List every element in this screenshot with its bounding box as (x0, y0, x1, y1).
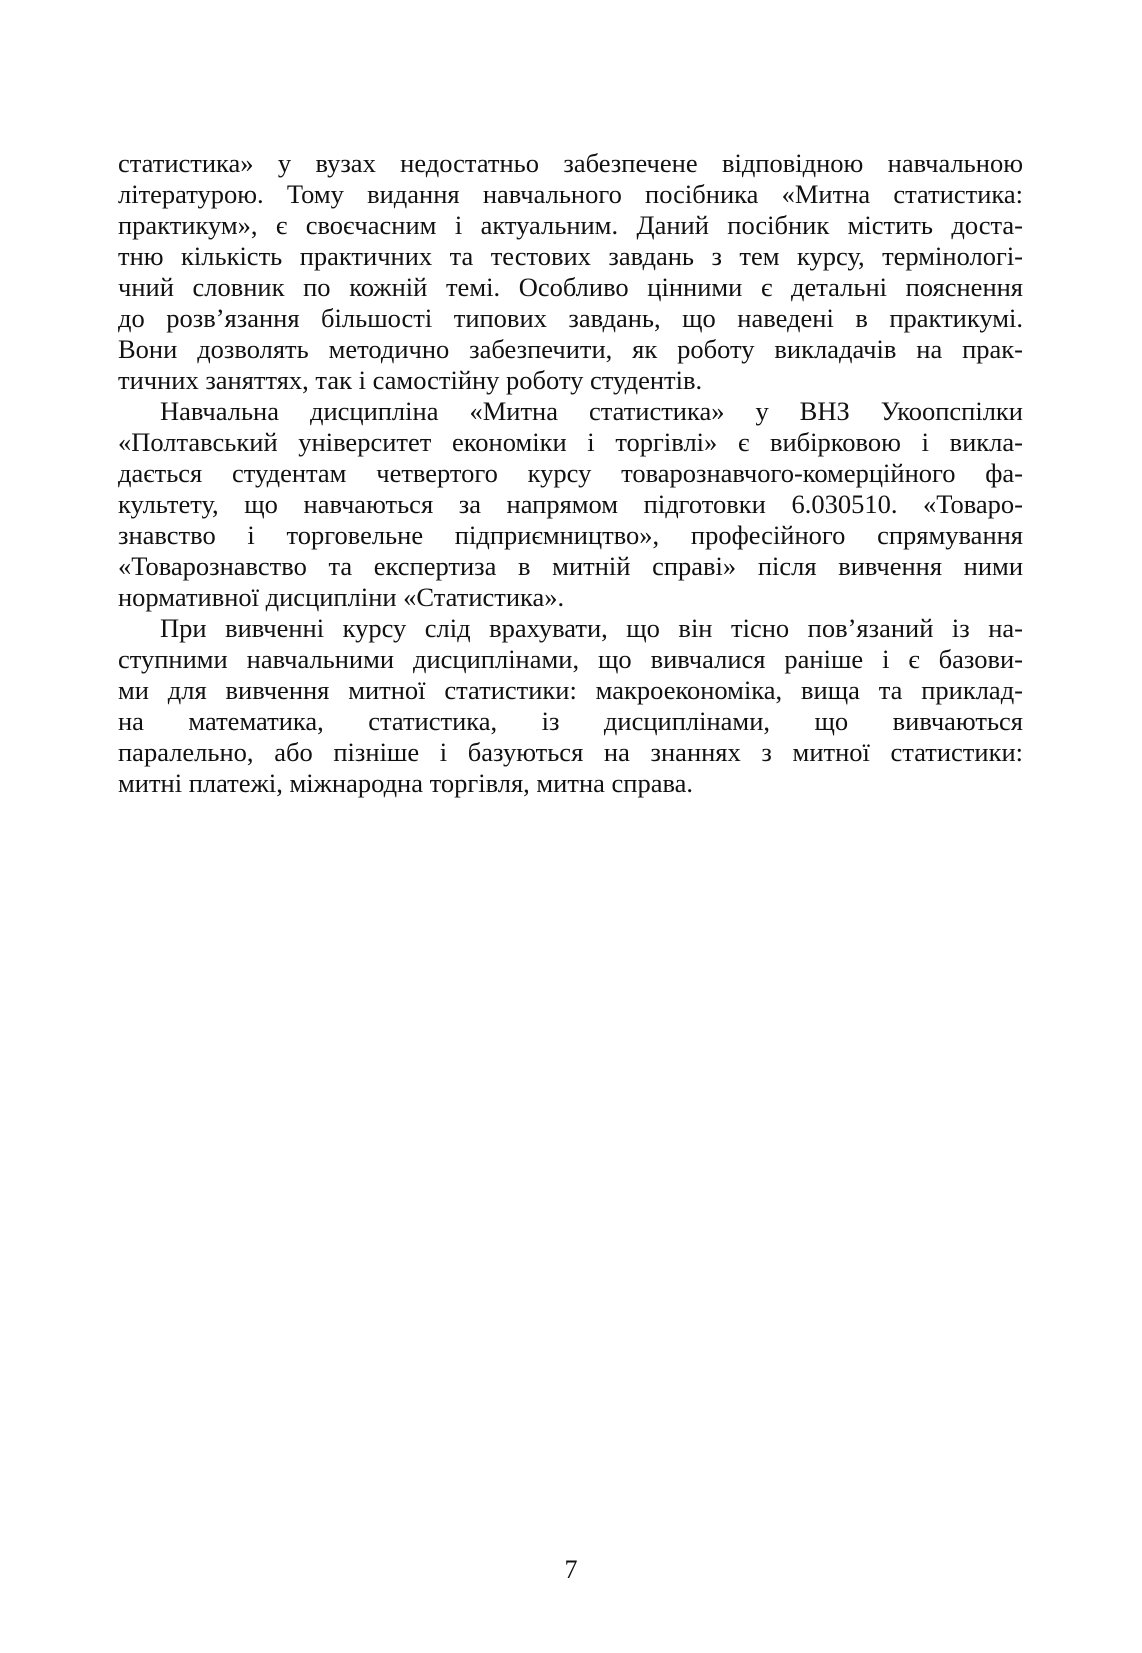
text-line: Навчальна дисципліна «Митна статистика» у ВНЗ Укоопспілки (160, 396, 1023, 426)
text-line: до розв’язання більшості типових завдань, що наведені в практикумі. (118, 303, 1023, 333)
text-line: паралельно, або пізніше і базуються на знаннях з митної статистики: (118, 737, 1023, 767)
text-line: нормативної дисципліни «Статистика». (118, 582, 565, 612)
text-line: митні платежі, міжнародна торгівля, митна справа. (118, 768, 694, 798)
text-line: ступними навчальними дисциплінами, що вивчалися раніше і є базови- (118, 644, 1023, 674)
text-line: дається студентам четвертого курсу товарознавчого-комерційного фа- (118, 458, 1023, 488)
text-line: на математика, статистика, із дисциплінами, що вивчаються (118, 706, 1023, 736)
text-line: статистика» у вузах недостатньо забезпечене відповідною навчальною (118, 148, 1023, 178)
text-line: Вони дозволять методично забезпечити, як роботу викладачів на прак- (118, 334, 1023, 364)
text-line: практикум», є своєчасним і актуальним. Даний посібник містить доста- (118, 210, 1023, 240)
text-line: знавство і торговельне підприємництво», професійного спрямування (118, 520, 1023, 550)
text-line: тичних заняттях, так і самостійну роботу студентів. (118, 365, 703, 395)
text-line: культету, що навчаються за напрямом підготовки 6.030510. «Товаро- (118, 489, 1023, 519)
text-line: тню кількість практичних та тестових завдань з тем курсу, термінологі- (118, 241, 1023, 271)
page-number: 7 (564, 1555, 578, 1584)
text-line: «Товарознавство та експертиза в митній справі» після вивчення ними (118, 551, 1023, 581)
body-text (118, 148, 1023, 799)
text-line: «Полтавський університет економіки і торгівлі» є вибірковою і викла- (118, 427, 1023, 457)
text-line: ми для вивчення митної статистики: макроекономіка, вища та приклад- (118, 675, 1023, 705)
text-line: чний словник по кожній темі. Особливо цінними є детальні пояснення (118, 272, 1023, 302)
text-line: літературою. Тому видання навчального посібника «Митна статистика: (118, 179, 1023, 209)
text-line: При вивченні курсу слід врахувати, що він тісно пов’язаний із на- (160, 613, 1023, 643)
